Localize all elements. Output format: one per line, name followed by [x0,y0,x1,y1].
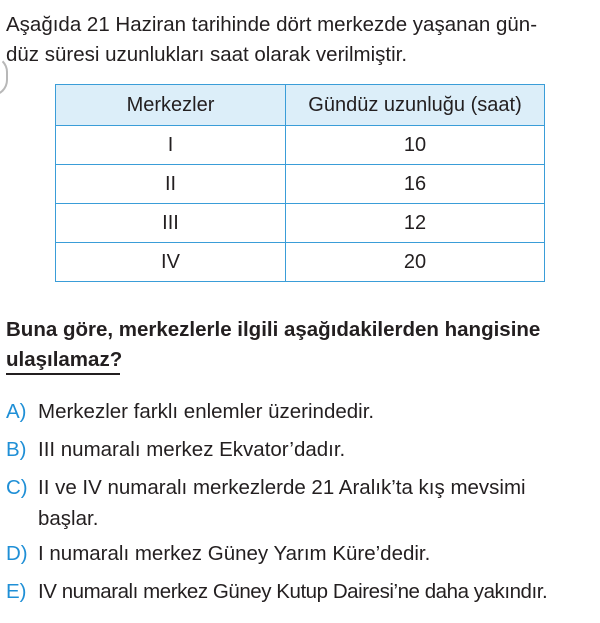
option-letter: A) [6,400,27,423]
option-b[interactable] [6,434,345,465]
intro-line-2: düz süresi uzunlukları saat olarak verilmiştir. [6,43,408,66]
table-row [56,165,545,204]
intro-line-1: Aşağıda 21 Haziran tarihinde dört merkezde yaşanan gün- [6,13,538,36]
hours-cell: 12 [286,204,545,243]
header-centers: Merkezler [56,85,286,126]
option-text: IV numaralı merkez Güney Kutup Dairesi’ne daha yakındır. [38,580,548,603]
question-line-1: Buna göre, merkezlerle ilgili aşağıdakilerden hangisine [6,318,541,341]
option-letter: D) [6,542,28,565]
option-letter: E) [6,580,27,603]
table-row [56,243,545,282]
option-text: III numaralı merkez Ekvator’dadır. [38,438,346,461]
option-letter: B) [6,438,27,461]
center-cell: I [56,126,286,165]
question-underline [6,373,120,375]
hours-cell: 16 [286,165,545,204]
table-row [56,204,545,243]
option-text-continuation: başlar. [38,507,99,530]
option-text: I numaralı merkez Güney Yarım Küre’dedir. [38,542,431,565]
center-cell: IV [56,243,286,282]
center-cell: II [56,165,286,204]
question-line-2: ulaşılamaz? [6,348,123,371]
daylight-table [55,84,545,282]
option-d[interactable] [6,538,430,569]
header-daylight: Gündüz uzunluğu (saat) [286,85,545,126]
center-cell: III [56,204,286,243]
option-text: II ve IV numaralı merkezlerde 21 Aralık’ta kış mevsimi [38,476,526,499]
option-text: Merkezler farklı enlemler üzerindedir. [38,400,375,423]
option-letter: C) [6,476,28,499]
hours-cell: 10 [286,126,545,165]
option-c[interactable] [6,472,526,534]
table-row [56,126,545,165]
table-header-row [56,85,545,126]
option-a[interactable] [6,396,374,427]
intro-text [6,10,596,70]
question-text [6,315,598,375]
option-e[interactable] [6,576,547,607]
hours-cell: 20 [286,243,545,282]
